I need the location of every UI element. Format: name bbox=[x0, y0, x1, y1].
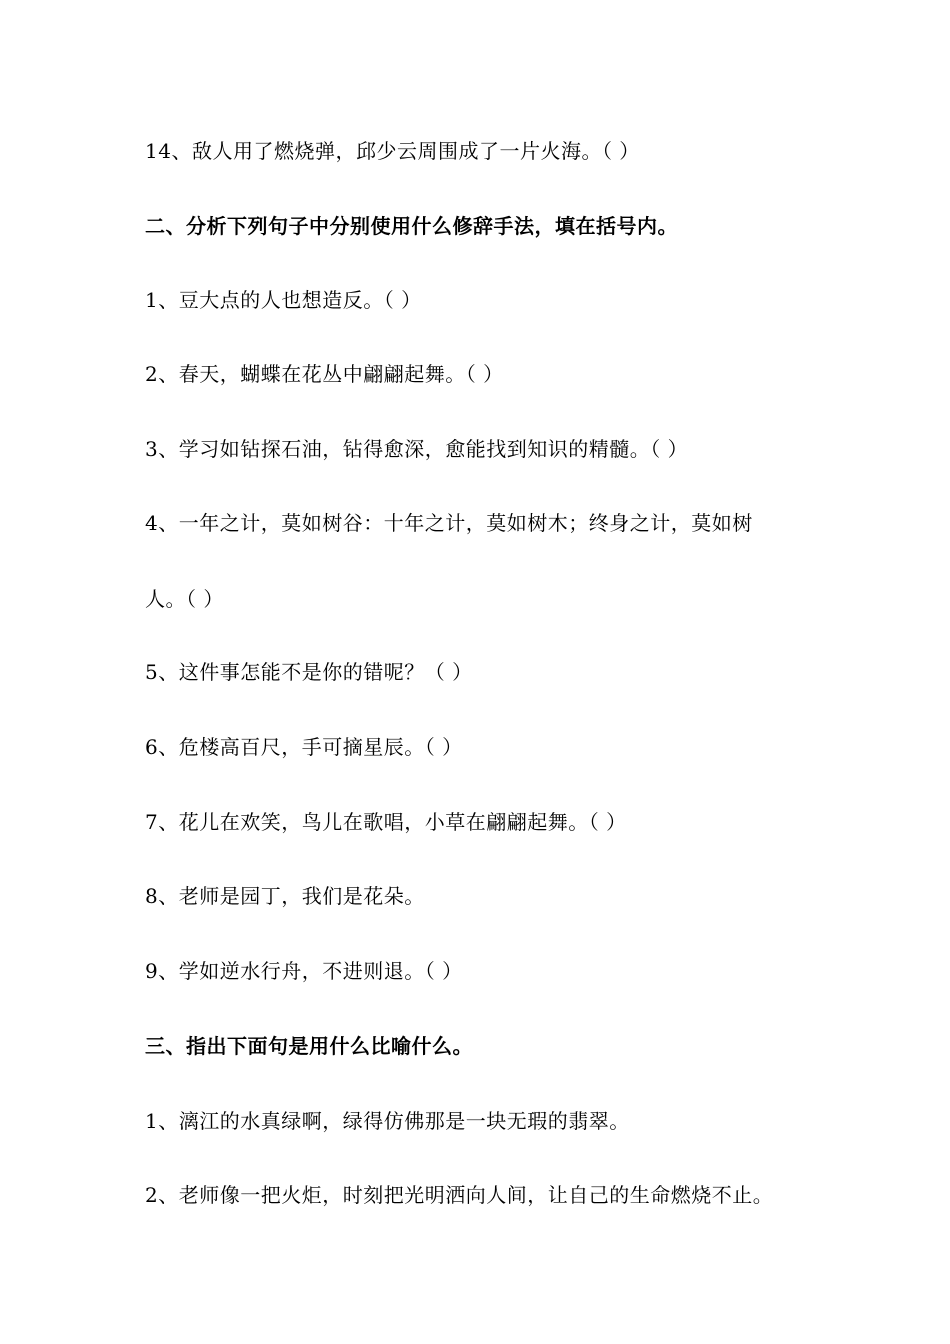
section-3-question-2: 2、老师像一把火炬，时刻把光明洒向人间，让自己的生命燃烧不止。 bbox=[145, 1183, 774, 1207]
section-2-heading: 二、分析下列句子中分别使用什么修辞手法，填在括号内。 bbox=[145, 214, 678, 238]
section-2-question-4-continued: 人。（ ） bbox=[145, 587, 224, 611]
section-2-question-5: 5、这件事怎能不是你的错呢？（ ） bbox=[145, 660, 473, 684]
section-2-question-1: 1、豆大点的人也想造反。（ ） bbox=[145, 288, 422, 312]
section-2-question-7: 7、花儿在欢笑，鸟儿在歌唱，小草在翩翩起舞。（ ） bbox=[145, 810, 627, 834]
section-2-question-3: 3、学习如钻探石油，钻得愈深，愈能找到知识的精髓。（ ） bbox=[145, 437, 689, 461]
section-2-question-2: 2、春天，蝴蝶在花丛中翩翩起舞。（ ） bbox=[145, 362, 504, 386]
section-2-question-4: 4、一年之计，莫如树谷：十年之计，莫如树木；终身之计，莫如树 bbox=[145, 511, 753, 535]
section-3-heading: 三、指出下面句是用什么比喻什么。 bbox=[145, 1034, 473, 1058]
section-3-question-1: 1、漓江的水真绿啊，绿得仿佛那是一块无瑕的翡翠。 bbox=[145, 1109, 630, 1133]
section-2-question-6: 6、危楼高百尺，手可摘星辰。（ ） bbox=[145, 735, 463, 759]
section-2-question-8: 8、老师是园丁，我们是花朵。 bbox=[145, 884, 425, 908]
question-14: 14、敌人用了燃烧弹，邱少云周围成了一片火海。（ ） bbox=[145, 139, 640, 163]
section-2-question-9: 9、学如逆水行舟，不进则退。（ ） bbox=[145, 959, 463, 983]
